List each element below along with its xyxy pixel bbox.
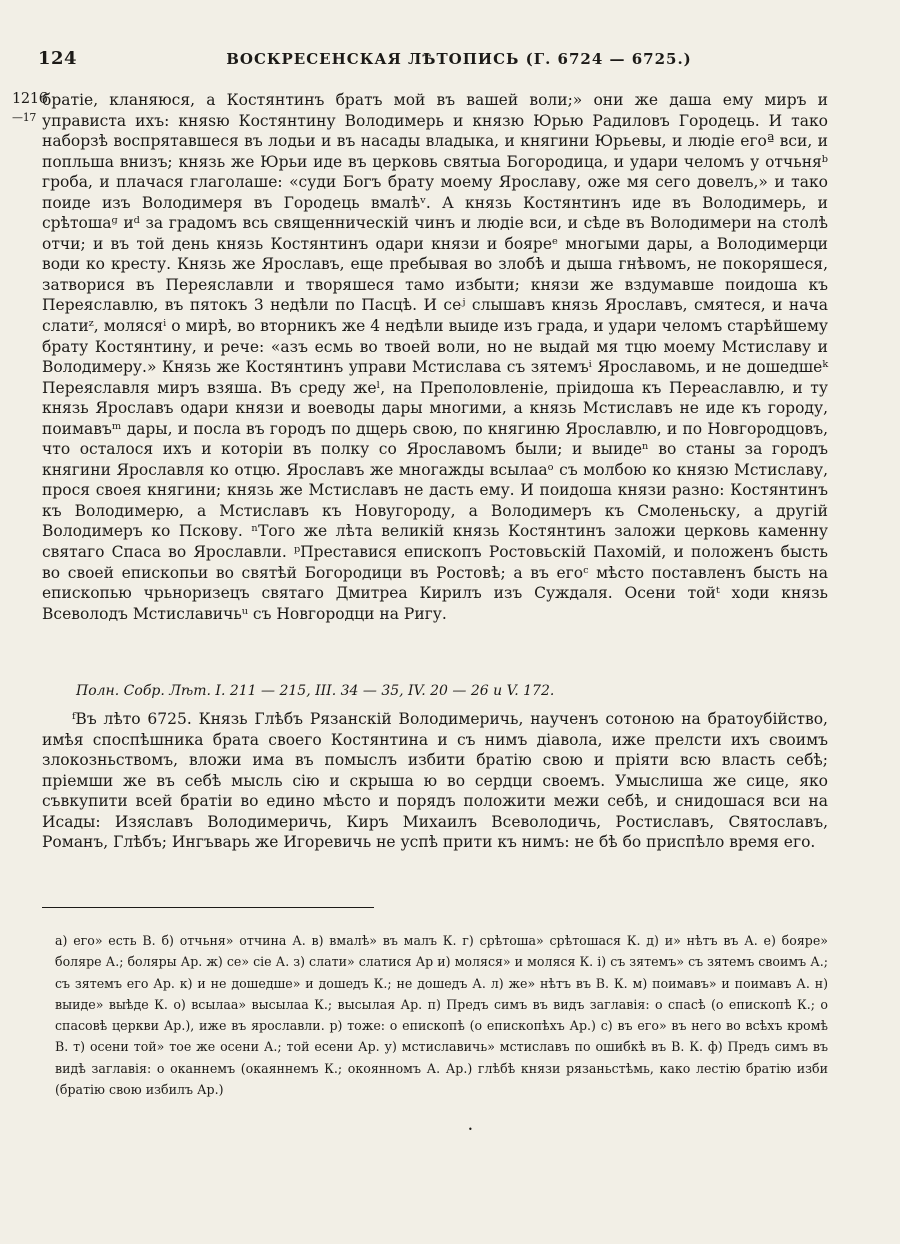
chronicle-entry-6725: ᶠВъ лѣто 6725. Князь Глѣбъ Рязанскій Володимеричь, наученъ сотоною на братоубійство, имѣя споспѣшника брата своего Костянтина и съ нимъ діавола, иже прелсти ихъ своимъ злокозньствомъ, вложи има въ помыслъ избити братію свою и пріяти всю власть себѣ; пріемши же въ себѣ мысль сію и скрыша ю во сердци своемъ. Умыслиша же сице, яко съвкупити всей братіи во едино мѣсто и порядъ положити межи себѣ, и снидошася вси на Исады: Изяславъ Володимеричь, Киръ Михаилъ Всеволодичь, Ростиславъ, Святославъ, Романъ, Глѣбъ; Ингъварь же Игоревичь не успѣ прити къ нимъ: не бѣ бо приспѣло время его.	[42, 710, 828, 852]
footnotes	[55, 930, 828, 1100]
footnote: б) отчьня» отчина А.	[161, 933, 306, 948]
footnote-rule	[42, 907, 374, 908]
footnote: д) и» нѣтъ въ А.	[646, 933, 758, 948]
running-title: ВОСКРЕСЕНСКАЯ ЛѢТОПИСЬ (Г. 6724 — 6725.)	[226, 50, 692, 68]
footnote: і) съ зятемъ» съ зятемъ своимъ А.; съ зятемъ его Ар.	[55, 954, 828, 991]
footnote: л) же» нѣтъ въ В. К.	[490, 975, 628, 991]
footnote: н) выиде» выѣде К.	[55, 975, 828, 1012]
footnote: ф) Предъ симъ въ видѣ заглавія: о оканнемъ (окаяннемъ К.; окоянномъ А. Ар.) глѣбѣ князи рязаньстѣмь, како лестію братію изби (братію свою избилъ Ар.)	[55, 1039, 828, 1098]
page-number: 124	[38, 48, 78, 69]
footnote: у) мстиславичь» мстиславъ по ошибкѣ въ В. К.	[384, 1039, 703, 1055]
footnote: о) всылаа» высылаа К.; высылая Ар.	[173, 996, 423, 1012]
source-reference: Полн. Собр. Лѣт. I. 211 — 215, III. 34 — 35, IV. 20 — 26 и V. 172.	[76, 683, 555, 699]
footnote: т) осени той» тое же осени А.; той есени Ар.	[73, 1039, 380, 1055]
footnote: в) вмалѣ» въ малъ К.	[311, 933, 457, 948]
footnote: г) срѣтоша» срѣтошася К.	[462, 933, 641, 948]
page-header	[38, 48, 860, 72]
footnote: ж) се» сіе А.	[206, 954, 290, 970]
footnote: з) слати» слатися Ар	[293, 954, 434, 970]
footnote: и) моляся» и моляся К.	[437, 954, 594, 970]
footnote: с) въ его» въ него во всѣхъ кромѣ В.	[55, 1018, 828, 1055]
footnote: р) тоже: о епископѣ (о епископѣхъ Ар.)	[329, 1018, 596, 1034]
footnote: е) бояре» боляре А.; боляры Ар.	[55, 933, 828, 970]
footnote: к) и не дошедше» и дошедъ К.; не дошедъ А.	[179, 975, 486, 991]
margin-year: 1216	[12, 91, 48, 107]
ornament-dot: •	[468, 1125, 473, 1134]
footnote: а) его» есть В.	[55, 933, 156, 948]
margin-year-range: —17	[12, 111, 37, 124]
footnote: п) Предъ симъ въ видъ заглавія: о спасѣ (о епископѣ К.; о спасовѣ церкви Ар.), иже въ ярославли.	[55, 996, 828, 1034]
chronicle-text-6724: братіе, кланяюся, а Костянтинъ братъ мой въ вашей воли;» они же даша ему миръ и управиста ихъ: княѕю Костянтину Володимерь и князю Юрью Радиловъ Городець. И тако наборзѣ воспрятавшеся въ лодьи и въ насады владыка, и княгини Юрьевы, и людіе егоª вси, и попльша внизъ; князь же Юрьи иде въ церковь святыа Богородица, и удари челомъ у отчьняᵇ гроба, и плачася глаголаше: «суди Богъ брату моему Ярославу, оже мя сего довелъ,» и тако поиде изъ Володимеря въ Городець вмалѣᵛ. А князь Костянтинъ иде въ Володимерь, и срѣтошаᶢ иᵈ за градомъ всь священническій чинъ и людіе вси, и сѣде въ Володимери на столѣ отчи; и въ той день князь Костянтинъ одари князи и бояреᵉ многыми дары, а Володимерци води ко кресту. Князь же Ярославъ, еще пребывая во злобѣ и дыша гнѣвомъ, не покоряшеся, затворися въ Переяславли и творяшеся тамо избыти; князи же вздумавше поидоша къ Переяславлю, въ пятокъ 3 недѣли по Пасцѣ. И сеʲ слышавъ князь Ярославъ, смятеся, и нача слатиᶻ, молясяⁱ о мирѣ, во вторникъ же 4 недѣли выиде изъ града, и удари челомъ старѣйшему брату Костянтину, и рече: «азъ есмь во твоей воли, но не выдай мя тцю моему Мстиславу и Володимеру.» Князь же Костянтинъ управи Мстислава съ зятемъⁱ Ярославомь, и не дошедшеᵏ Переяславля миръ взяша. Въ среду жеˡ, на Преполовленіе, пріидоша къ Переаславлю, и ту князь Ярославъ одари князи и воеводы дары многими, а князь Мстиславъ не иде къ городу, поимавъᵐ дары, и посла въ городъ по дщерь свою, по княгиню Ярославлю, и по Новгородцовъ, что осталося ихъ и которіи въ полку со Ярославомъ были; и выидеⁿ во станы за городъ княгини Ярославля ко отцю. Ярославъ же многажды всылааᵒ съ молбою ко князю Мстиславу, прося своея княгини; князь же Мстиславъ не дасть ему. И поидоша князи разно: Костянтинъ къ Володимерю, а Мстиславъ къ Новугороду, а Володимеръ къ Смоленьску, а другій Володимеръ ко Пскову. ⁿТого же лѣта великій князь Костянтинъ заложи церковь каменну святаго Спаса во Ярославли. ᵖПреставися епископъ Ростовьскій Пахомій, и положенъ бысть во своей епископьи во святѣй Богородици въ Ростовѣ; а въ егоᶜ мѣсто поставленъ бысть на епископью чрьноризецъ святаго Дмитреа Кирилъ изъ Суждаля. Осени тойᵗ ходи князь Всеволодъ Мстиславичьᵘ съ Новгородци на Ригу.	[42, 91, 828, 623]
footnote: м) поимавъ» и поимавъ А.	[632, 975, 810, 991]
